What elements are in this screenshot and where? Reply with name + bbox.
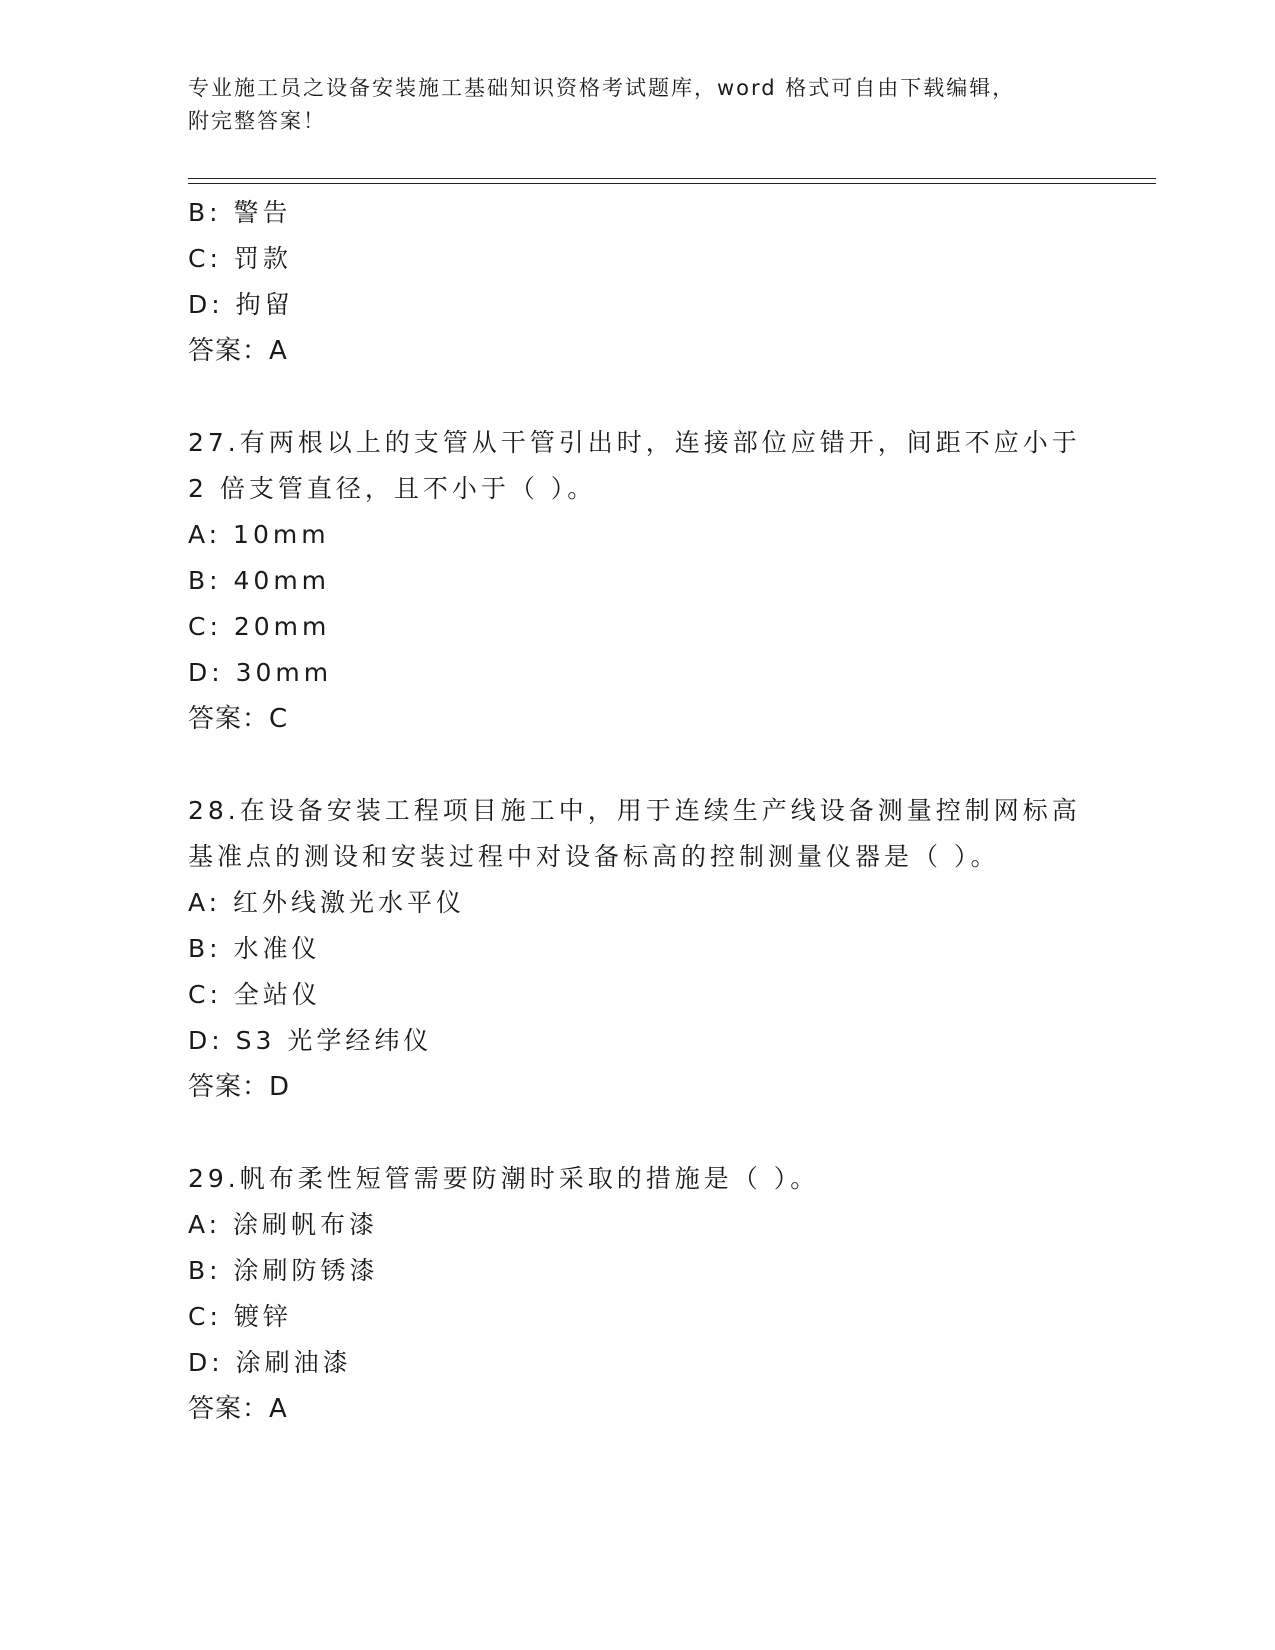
answer-line: 答案：C [188, 704, 289, 734]
header-line-1: 专业施工员之设备安装施工基础知识资格考试题库，word 格式可自由下载编辑， [188, 76, 1016, 100]
option-a: A: 涂刷帆布漆 [188, 1210, 379, 1239]
option-c: C: 罚款 [188, 244, 292, 273]
answer-line: 答案：A [188, 336, 288, 366]
header-divider-top [188, 178, 1156, 179]
question-26-continued [188, 190, 1088, 374]
option-a: A: 10mm [188, 520, 330, 549]
question-stem-line-1: 28.在设备安装工程项目施工中，用于连续生产线设备测量控制网标高 [188, 796, 1081, 825]
answer-line: 答案：D [188, 1072, 291, 1102]
spacer [188, 742, 1088, 788]
option-c: C: 全站仪 [188, 980, 321, 1009]
option-a: A: 红外线激光水平仪 [188, 888, 466, 917]
question-stem-line-1: 29.帆布柔性短管需要防潮时采取的措施是（ ）。 [188, 1164, 820, 1193]
spacer [188, 374, 1088, 420]
question-27 [188, 420, 1088, 742]
option-d: D: S3 光学经纬仪 [188, 1026, 433, 1055]
header-line-2: 附完整答案！ [188, 109, 326, 133]
spacer [188, 1110, 1088, 1156]
header-divider-bottom [188, 183, 1156, 184]
option-b: B: 40mm [188, 566, 331, 595]
option-b: B: 水准仪 [188, 934, 321, 963]
option-b: B: 涂刷防锈漆 [188, 1256, 379, 1285]
answer-line: 答案：A [188, 1394, 288, 1424]
option-d: D: 拘留 [188, 290, 294, 319]
question-stem-line-1: 27.有两根以上的支管从干管引出时，连接部位应错开，间距不应小于 [188, 428, 1081, 457]
question-stem-line-2: 2 倍支管直径，且不小于（ ）。 [188, 474, 597, 503]
option-c: C: 20mm [188, 612, 331, 641]
question-29 [188, 1156, 1088, 1432]
option-b: B: 警告 [188, 198, 292, 227]
question-stem-line-2: 基准点的测设和安装过程中对设备标高的控制测量仪器是（ ）。 [188, 842, 1000, 871]
question-list [188, 190, 1088, 1432]
option-c: C: 镀锌 [188, 1302, 292, 1331]
document-header [188, 72, 1088, 138]
option-d: D: 30mm [188, 658, 333, 687]
option-d: D: 涂刷油漆 [188, 1348, 352, 1377]
question-28 [188, 788, 1088, 1110]
